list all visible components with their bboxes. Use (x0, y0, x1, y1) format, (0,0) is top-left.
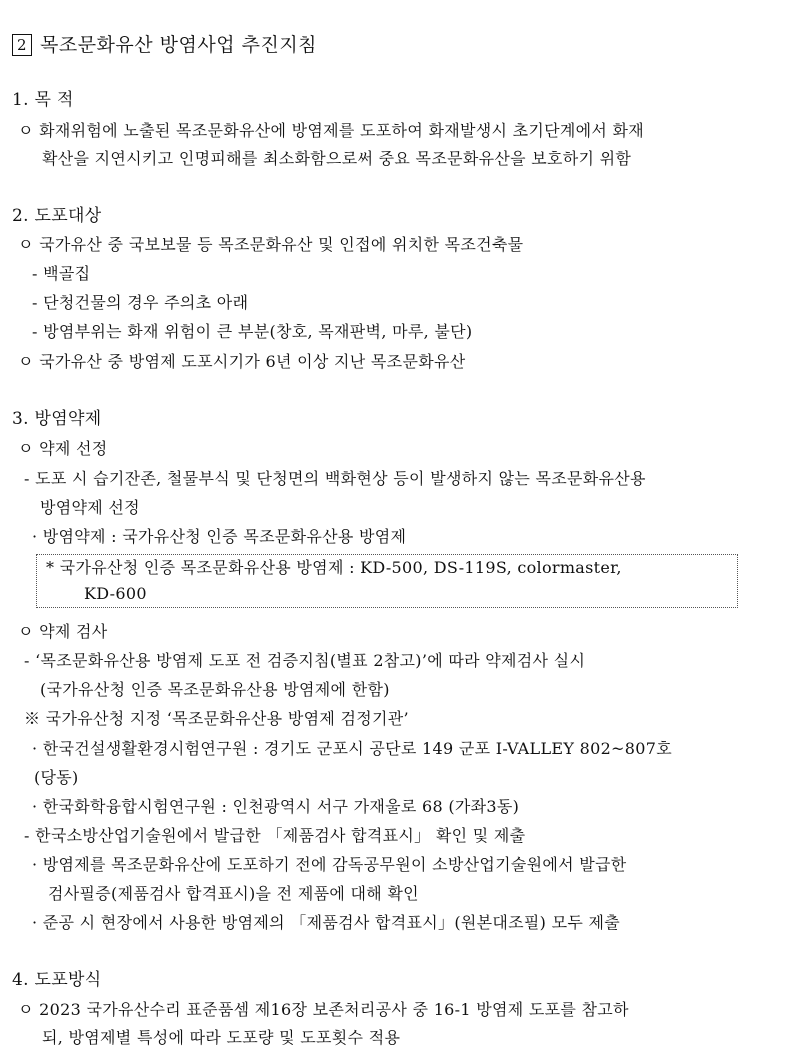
section-4-line-1: ㅇ 2023 국가유산수리 표준품셈 제16장 보존처리공사 중 16-1 방염제 도포를 참고하 (18, 1000, 629, 1019)
section-3-line-15: · 방염제를 목조문화유산에 도포하기 전에 감독공무원이 소방산업기술원에서 발급한 (32, 855, 627, 874)
section-1-heading: 1. 목 적 (12, 90, 74, 110)
section-3-line-4: · 방염약제 : 국가유산청 인증 목조문화유산용 방염제 (32, 527, 407, 546)
section-3-line-1: ㅇ 약제 선정 (18, 439, 108, 458)
section-2-line-1: ㅇ 국가유산 중 국보보물 등 목조문화유산 및 인접에 위치한 목조건축물 (18, 235, 524, 254)
section-3-line-10: ※ 국가유산청 지정 ‘목조문화유산용 방염제 검정기관’ (24, 709, 409, 728)
section-3-note-line-2: KD-600 (84, 584, 147, 603)
section-3-line-3: 방염약제 선정 (40, 498, 140, 517)
section-3-line-9: (국가유산청 인증 목조문화유산용 방염제에 한함) (40, 680, 390, 699)
section-3-line-14: - 한국소방산업기술원에서 발급한 「제품검사 합격표시」 확인 및 제출 (24, 826, 526, 845)
section-1-line-1: ㅇ 화재위험에 노출된 목조문화유산에 방염제를 도포하여 화재발생시 초기단계에서 화재 (18, 121, 645, 140)
section-3-heading: 3. 방염약제 (12, 409, 102, 429)
section-3-line-7: ㅇ 약제 검사 (18, 622, 108, 641)
section-3-line-12: (당동) (34, 768, 79, 787)
document-title (12, 30, 317, 57)
section-2-heading: 2. 도포대상 (12, 206, 102, 226)
section-3-line-16: 검사필증(제품검사 합격표시)을 전 제품에 대해 확인 (48, 884, 419, 903)
section-2-line-5: ㅇ 국가유산 중 방염제 도포시기가 6년 이상 지난 목조문화유산 (18, 352, 466, 371)
section-4-heading: 4. 도포방식 (12, 970, 102, 990)
section-3-line-17: · 준공 시 현장에서 사용한 방염제의 「제품검사 합격표시」(원본대조필) 모두 제출 (32, 913, 620, 932)
title-text: 목조문화유산 방염사업 추진지침 (40, 34, 318, 56)
section-4-line-2: 되, 방염제별 특성에 따라 도포량 및 도포횟수 적용 (42, 1028, 401, 1047)
section-1-line-2: 확산을 지연시키고 인명피해를 최소화함으로써 중요 목조문화유산을 보호하기 위함 (42, 149, 632, 168)
section-3-note-line-1: * 국가유산청 인증 목조문화유산용 방염제 : KD-500, DS-119S, colormaster, (46, 558, 622, 577)
section-3-line-2: - 도포 시 습기잔존, 철물부식 및 단청면의 백화현상 등이 발생하지 않는 목조문화유산용 (24, 469, 646, 488)
section-3-line-8: - ‘목조문화유산용 방염제 도포 전 검증지침(별표 2참고)’에 따라 약제검사 실시 (24, 651, 586, 670)
section-3-line-13: · 한국화학융합시험연구원 : 인천광역시 서구 가재울로 68 (가좌3동) (32, 797, 520, 816)
section-2-line-3: - 단청건물의 경우 주의초 아래 (32, 293, 249, 312)
section-2-line-2: - 백골집 (32, 264, 91, 283)
title-number-box: 2 (12, 34, 32, 56)
section-2-line-4: - 방염부위는 화재 위험이 큰 부분(창호, 목재판벽, 마루, 불단) (32, 322, 473, 341)
section-3-line-11: · 한국건설생활환경시험연구원 : 경기도 군포시 공단로 149 군포 I-VALLEY 802~807호 (32, 739, 672, 758)
